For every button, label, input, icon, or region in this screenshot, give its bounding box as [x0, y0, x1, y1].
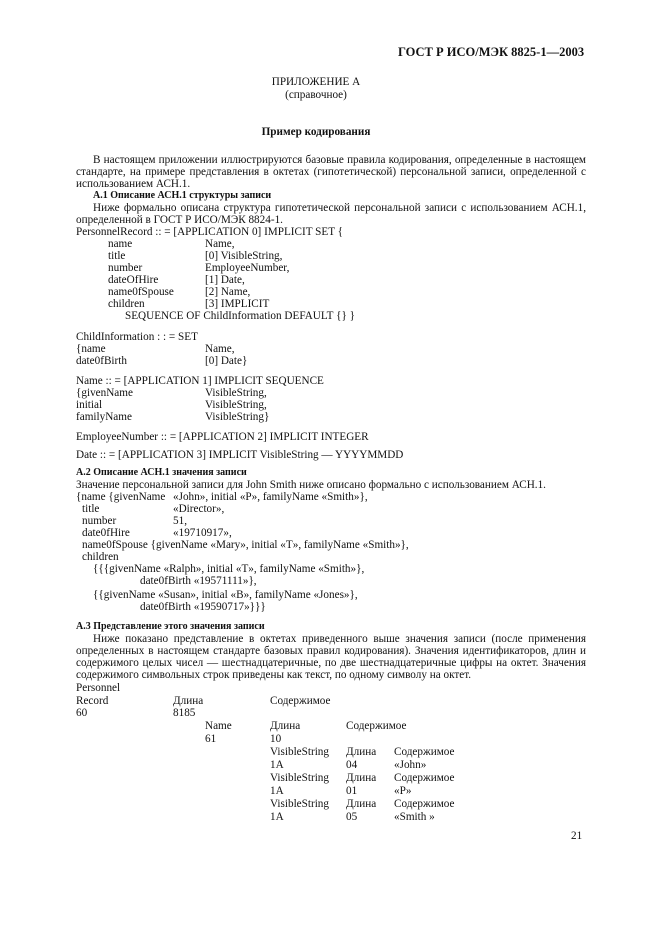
record-field-name: number	[108, 262, 143, 274]
child-field-name: {name	[76, 343, 106, 355]
appendix-subtitle: (справочное)	[285, 89, 347, 101]
section-a3-title: А.3 Представление этого значения записи	[76, 621, 265, 632]
vs-tag: 1A	[270, 811, 284, 823]
record-field-name: dateOfHire	[108, 274, 159, 286]
standard-header: ГОСТ Р ИСО/МЭК 8825-1—2003	[398, 45, 585, 59]
name-field-name: familyName	[76, 411, 132, 423]
intro-line-3: использованием АСН.1.	[76, 178, 191, 190]
length-header: Длина	[346, 746, 377, 758]
child-2-line-a: {{givenName «Susan», initial «B», familyName «Jones»},	[93, 589, 358, 601]
section-a3-para-1: Ниже показано представление в октетах приведенного выше значения записи (после применения	[93, 633, 586, 645]
length-header: Длина	[346, 798, 377, 810]
child-2-line-b: date0fBirth «19590717»}}}	[140, 601, 266, 613]
section-a3-para-2: определенных в настоящем стандарте базовых правил кодирования). Значения идентификаторов, длин и	[76, 645, 586, 657]
record-field-name: title	[108, 250, 126, 262]
section-a3-para-4: содержимого символьных строк приведены как текст, по одному символу на октет.	[76, 669, 472, 681]
record-field-type: [2] Name,	[205, 286, 251, 298]
name-tag: 61	[205, 733, 217, 745]
name-field-type: VisibleString}	[205, 411, 270, 423]
value-line-name: number	[82, 515, 117, 527]
record-field-type: [1] Date,	[205, 274, 245, 286]
vs-length: 05	[346, 811, 358, 823]
section-a2-para: Значение персональной записи для John Smith ниже описано формально с использованием АСН.1.	[76, 479, 546, 491]
vs-value: «Smith »	[394, 811, 435, 823]
record-length: 8185	[173, 707, 196, 719]
record-field-type: [3] IMPLICIT	[205, 298, 270, 310]
page-number: 21	[571, 830, 583, 842]
value-line-value: «Director»,	[173, 503, 225, 515]
length-header: Длина	[346, 772, 377, 784]
appendix-heading: Пример кодирования	[261, 126, 371, 138]
value-line-value: «John», initial «P», familyName «Smith»},	[173, 491, 368, 503]
child-1-line-b: date0fBirth «19571111»},	[140, 575, 257, 587]
vs-tag: 1A	[270, 785, 284, 797]
name-field-name: {givenName	[76, 387, 133, 399]
record-label: Record	[76, 695, 109, 707]
vs-value: «P»	[394, 785, 412, 797]
child-field-name: date0fBirth	[76, 355, 127, 367]
child-field-type: Name,	[205, 343, 235, 355]
section-a1-para-1: Ниже формально описана структура гипотетической персональной записи с использованием АСН.1,	[93, 202, 586, 214]
value-line-value: «19710917»,	[173, 527, 232, 539]
appendix-title: ПРИЛОЖЕНИЕ А	[271, 76, 361, 88]
section-a2-title: А.2 Описание АСН.1 значения записи	[76, 467, 247, 478]
length-header: Длина	[270, 720, 301, 732]
spouse-line: name0fSpouse {givenName «Mary», initial «T», familyName «Smith»},	[82, 539, 409, 551]
date-decl: Date :: = [APPLICATION 3] IMPLICIT VisibleString — YYYYMMDD	[76, 449, 404, 461]
personnel-label: Personnel	[76, 682, 121, 694]
record-field-name: name	[108, 238, 133, 250]
section-a1-para-2: определенной в ГОСТ Р ИСО/МЭК 8824-1.	[76, 214, 283, 226]
record-field-type: EmployeeNumber,	[205, 262, 290, 274]
name-length: 10	[270, 733, 282, 745]
name-field-name: initial	[76, 399, 103, 411]
value-line-name: title	[82, 503, 100, 515]
children-line: children	[82, 551, 119, 563]
visible-string-label: VisibleString	[270, 746, 329, 758]
content-header: Содержимое	[346, 720, 407, 732]
content-header: Содержимое	[394, 746, 455, 758]
section-a3-para-3: содержимого целых чисел — шестнадцатеричные, по две шестнадцатеричные цифры на октет. Значения	[76, 657, 586, 669]
record-field-name: name0fSpouse	[108, 286, 174, 298]
name-field-type: VisibleString,	[205, 387, 267, 399]
content-header: Содержимое	[394, 772, 455, 784]
name-field-type: VisibleString,	[205, 399, 267, 411]
intro-line-1: В настоящем приложении иллюстрируются базовые правила кодирования, определенные в настоящем	[93, 154, 586, 166]
section-a1-title: А.1 Описание АСН.1 структуры записи	[93, 190, 272, 201]
child-info-decl: ChildInformation : : = SET	[76, 331, 198, 343]
vs-value: «John»	[394, 759, 427, 771]
sequence-of-line: SEQUENCE OF ChildInformation DEFAULT {} }	[125, 310, 356, 322]
record-tag: 60	[76, 707, 88, 719]
value-line-name: date0fHire	[82, 527, 130, 539]
employee-number-decl: EmployeeNumber :: = [APPLICATION 2] IMPLICIT INTEGER	[76, 431, 369, 443]
content-header: Содержимое	[394, 798, 455, 810]
visible-string-label: VisibleString	[270, 772, 329, 784]
name-label: Name	[205, 720, 232, 732]
visible-string-label: VisibleString	[270, 798, 329, 810]
vs-length: 01	[346, 785, 358, 797]
value-line-value: 51,	[173, 515, 187, 527]
record-field-type: Name,	[205, 238, 235, 250]
vs-length: 04	[346, 759, 358, 771]
record-field-name: children	[108, 298, 145, 310]
intro-line-2: стандарте, на примере представления в октетах (гипотетической) персональной записи, определенной с	[76, 166, 586, 178]
content-header: Содержимое	[270, 695, 331, 707]
length-header: Длина	[173, 695, 204, 707]
record-field-type: [0] VisibleString,	[205, 250, 283, 262]
value-line-name: {name {givenName	[76, 491, 166, 503]
child-field-type: [0] Date}	[205, 355, 248, 367]
personnel-record-decl: PersonnelRecord :: = [APPLICATION 0] IMPLICIT SET {	[76, 226, 344, 238]
name-decl: Name :: = [APPLICATION 1] IMPLICIT SEQUENCE	[76, 375, 324, 387]
child-1-line-a: {{{givenName «Ralph», initial «T», familyName «Smith»},	[93, 563, 365, 575]
vs-tag: 1A	[270, 759, 284, 771]
